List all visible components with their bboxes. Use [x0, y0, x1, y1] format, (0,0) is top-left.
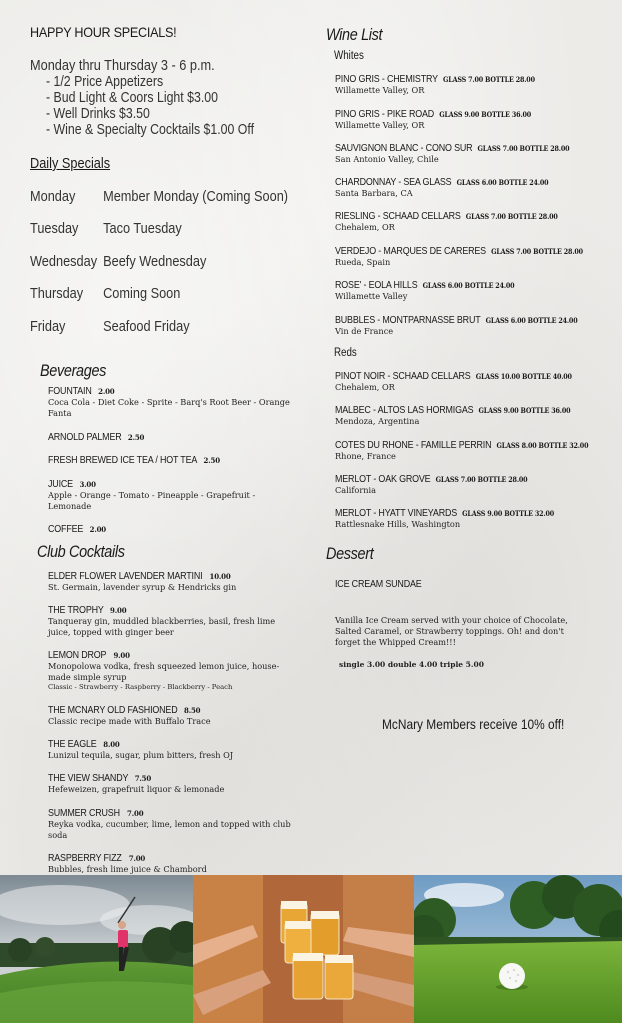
daily-special-row	[30, 188, 288, 205]
item-description: Lunizul tequila, sugar, plum bitters, fresh OJ	[48, 750, 234, 760]
wine-price: GLASS 7.00 BOTTLE 28.00	[477, 144, 570, 153]
day-label: Monday	[30, 188, 76, 205]
special-label: Coming Soon	[103, 285, 181, 302]
item-price: 8.00	[103, 740, 120, 749]
wine-item	[335, 210, 615, 233]
item-price: 9.00	[113, 651, 130, 660]
wine-origin: Rattlesnake Hills, Washington	[335, 519, 461, 529]
dessert-description: Vanilla Ice Cream served with your choice of Chocolate, Salted Caramel, or Strawberry toppings. Oh! and don't forget the Whipped Cream!!!	[335, 615, 568, 647]
item-name: THE MCNARY OLD FASHIONED 8.50	[48, 704, 201, 716]
cocktail-item	[48, 807, 293, 841]
item-description: St. Germain, lavender syrup & Hendricks gin	[48, 582, 237, 592]
wine-item	[335, 439, 615, 462]
item-name: JUICE 3.00	[48, 478, 97, 490]
item-description: Bubbles, fresh lime juice & Chambord	[48, 864, 207, 874]
cocktail-item	[48, 570, 298, 593]
golfer-photo-image	[0, 875, 193, 1023]
item-name: LEMON DROP 9.00	[48, 649, 130, 661]
wine-origin: Chehalem, OR	[335, 222, 395, 232]
wine-item	[335, 108, 615, 131]
item-description: Coca Cola - Diet Coke - Sprite - Barq's Root Beer - Orange Fanta	[48, 397, 290, 418]
item-price: 9.00	[110, 606, 127, 615]
golf-ball-photo	[414, 875, 622, 1023]
beverage-item	[48, 431, 298, 443]
wine-item	[335, 279, 615, 302]
daily-special-row	[30, 285, 180, 302]
wine-item	[335, 245, 615, 268]
item-price: 7.00	[128, 854, 145, 863]
wine-name: BUBBLES - MONTPARNASSE BRUT GLASS 6.00 BOTTLE 24.00	[335, 314, 578, 326]
dessert-name: ICE CREAM SUNDAE	[335, 578, 422, 590]
wine-name: SAUVIGNON BLANC - CONO SUR GLASS 7.00 BOTTLE 28.00	[335, 142, 570, 154]
cocktail-item	[48, 604, 293, 638]
item-price: 3.00	[79, 480, 97, 489]
wine-item	[335, 507, 615, 530]
special-label: Member Monday (Coming Soon)	[103, 188, 289, 205]
wine-item	[335, 176, 615, 199]
beverage-item	[48, 478, 268, 512]
wine-origin: Rhone, France	[335, 451, 396, 461]
item-price: 2.00	[89, 525, 107, 534]
beverage-item	[48, 385, 298, 419]
dessert-prices: single 3.00 double 4.00 triple 5.00	[339, 660, 484, 669]
daily-special-row	[30, 253, 206, 270]
members-discount-note: McNary Members receive 10% off!	[382, 716, 565, 732]
happy-hour-title: HAPPY HOUR SPECIALS!	[30, 24, 177, 40]
item-description: Reyka vodka, cucumber, lime, lemon and topped with club soda	[48, 819, 291, 840]
item-description: Monopolowa vodka, fresh squeezed lemon juice, house-made simple syrup	[48, 661, 280, 682]
wine-name: VERDEJO - MARQUES DE CARERES GLASS 7.00 BOTTLE 28.00	[335, 245, 583, 257]
item-description: Apple - Orange - Tomato - Pineapple - Grapefruit - Lemonade	[48, 490, 256, 511]
cocktail-item	[48, 738, 298, 761]
happy-hour-item: - 1/2 Price Appetizers	[46, 74, 164, 90]
wine-price: GLASS 10.00 BOTTLE 40.00	[475, 372, 572, 381]
item-description: Tanqueray gin, muddled blackberries, basil, fresh lime juice, topped with ginger beer	[48, 616, 276, 637]
wine-item	[335, 404, 615, 427]
wine-origin: Willamette Valley	[335, 291, 408, 301]
wine-price: GLASS 6.00 BOTTLE 24.00	[456, 178, 549, 187]
happy-hour-item: - Bud Light & Coors Light $3.00	[46, 90, 218, 106]
wine-item	[335, 473, 615, 496]
wine-item	[335, 370, 615, 393]
special-label: Beefy Wednesday	[103, 253, 207, 270]
whites-label: Whites	[334, 50, 364, 62]
item-name: FRESH BREWED ICE TEA / HOT TEA 2.50	[48, 454, 221, 466]
wine-price: GLASS 7.00 BOTTLE 28.00	[435, 475, 528, 484]
beer-toast-image	[193, 875, 414, 1023]
day-label: Wednesday	[30, 253, 98, 270]
day-label: Tuesday	[30, 220, 79, 237]
daily-special-row	[30, 318, 190, 335]
wine-price: GLASS 6.00 BOTTLE 24.00	[485, 316, 578, 325]
wine-origin: Willamette Valley, OR	[335, 85, 425, 95]
item-price: 10.00	[209, 572, 231, 581]
cocktail-item	[48, 704, 298, 727]
happy-hour-item: - Well Drinks $3.50	[46, 106, 150, 122]
wine-price: GLASS 7.00 BOTTLE 28.00	[442, 75, 535, 84]
cocktail-item	[48, 649, 293, 692]
wine-name: MALBEC - ALTOS LAS HORMIGAS GLASS 9.00 BOTTLE 36.00	[335, 404, 571, 416]
reds-label: Reds	[334, 347, 357, 359]
photo-strip	[0, 875, 622, 1023]
wine-origin: Mendoza, Argentina	[335, 416, 420, 426]
wine-item	[335, 142, 615, 165]
wine-price: GLASS 9.00 BOTTLE 36.00	[478, 406, 571, 415]
item-description: Classic recipe made with Buffalo Trace	[48, 716, 211, 726]
item-price: 7.50	[135, 774, 152, 783]
dessert-title: Dessert	[326, 544, 374, 563]
special-label: Taco Tuesday	[103, 220, 182, 237]
wine-name: PINO GRIS - CHEMISTRY GLASS 7.00 BOTTLE 28.00	[335, 73, 535, 85]
daily-special-row	[30, 220, 182, 237]
item-name: ARNOLD PALMER 2.50	[48, 431, 145, 443]
day-label: Thursday	[30, 285, 84, 302]
wine-price: GLASS 9.00 BOTTLE 36.00	[439, 110, 532, 119]
cocktails-title: Club Cocktails	[37, 542, 125, 561]
wine-price: GLASS 7.00 BOTTLE 28.00	[491, 247, 583, 256]
wine-name: PINO GRIS - PIKE ROAD GLASS 9.00 BOTTLE 36.00	[335, 108, 532, 120]
wine-origin: Vin de France	[335, 326, 394, 336]
happy-hour-item: - Wine & Specialty Cocktails $1.00 Off	[46, 122, 255, 138]
item-name: THE VIEW SHANDY 7.50	[48, 772, 152, 784]
golfer-photo	[0, 875, 193, 1023]
happy-hour-time: Monday thru Thursday 3 - 6 p.m.	[30, 57, 215, 74]
beverage-item	[48, 454, 298, 466]
daily-specials-title: Daily Specials	[30, 155, 111, 172]
wine-price: GLASS 9.00 BOTTLE 32.00	[462, 509, 554, 518]
item-name: THE EAGLE 8.00	[48, 738, 120, 750]
wine-name: COTES DU RHONE - FAMILLE PERRIN GLASS 8.00 BOTTLE 32.00	[335, 439, 589, 451]
wine-origin: Chehalem, OR	[335, 382, 395, 392]
item-price: 2.50	[128, 433, 145, 442]
special-label: Seafood Friday	[103, 318, 190, 335]
wine-name: ROSE' - EOLA HILLS GLASS 6.00 BOTTLE 24.00	[335, 279, 515, 291]
item-name: ELDER FLOWER LAVENDER MARTINI 10.00	[48, 570, 231, 582]
item-price: 8.50	[184, 706, 201, 715]
wine-origin: Rueda, Spain	[335, 257, 391, 267]
wine-name: RIESLING - SCHAAD CELLARS GLASS 7.00 BOTTLE 28.00	[335, 210, 558, 222]
item-price: 2.50	[203, 456, 221, 465]
item-note: Classic - Strawberry - Raspberry - Blackberry - Peach	[48, 683, 233, 691]
wine-item	[335, 73, 615, 96]
item-name: COFFEE 2.00	[48, 523, 107, 535]
item-price: 2.00	[98, 387, 115, 396]
wine-name: PINOT NOIR - SCHAAD CELLARS GLASS 10.00 BOTTLE 40.00	[335, 370, 572, 382]
item-name: THE TROPHY 9.00	[48, 604, 127, 616]
beverage-item	[48, 523, 298, 535]
cocktail-item	[48, 772, 298, 795]
wine-origin: California	[335, 485, 377, 495]
wine-origin: Santa Barbara, CA	[335, 188, 413, 198]
wine-name: MERLOT - OAK GROVE GLASS 7.00 BOTTLE 28.00	[335, 473, 528, 485]
wine-item	[335, 314, 615, 337]
item-name: SUMMER CRUSH 7.00	[48, 807, 143, 819]
cocktail-item	[48, 852, 298, 875]
item-name: FOUNTAIN 2.00	[48, 385, 115, 397]
wine-name: MERLOT - HYATT VINEYARDS GLASS 9.00 BOTTLE 32.00	[335, 507, 554, 519]
item-name: RASPBERRY FIZZ 7.00	[48, 852, 145, 864]
wine-origin: San Antonio Valley, Chile	[335, 154, 439, 164]
wine-origin: Willamette Valley, OR	[335, 120, 425, 130]
golf-ball-image	[414, 875, 622, 1023]
beer-toast-photo	[193, 875, 414, 1023]
wine-price: GLASS 7.00 BOTTLE 28.00	[465, 212, 558, 221]
beverages-title: Beverages	[40, 361, 107, 380]
item-price: 7.00	[126, 809, 143, 818]
day-label: Friday	[30, 318, 66, 335]
wine-price: GLASS 8.00 BOTTLE 32.00	[496, 441, 589, 450]
wine-name: CHARDONNAY - SEA GLASS GLASS 6.00 BOTTLE 24.00	[335, 176, 549, 188]
item-description: Hefeweizen, grapefruit liquor & lemonade	[48, 784, 225, 794]
wine-price: GLASS 6.00 BOTTLE 24.00	[422, 281, 515, 290]
wine-list-title: Wine List	[326, 25, 383, 44]
